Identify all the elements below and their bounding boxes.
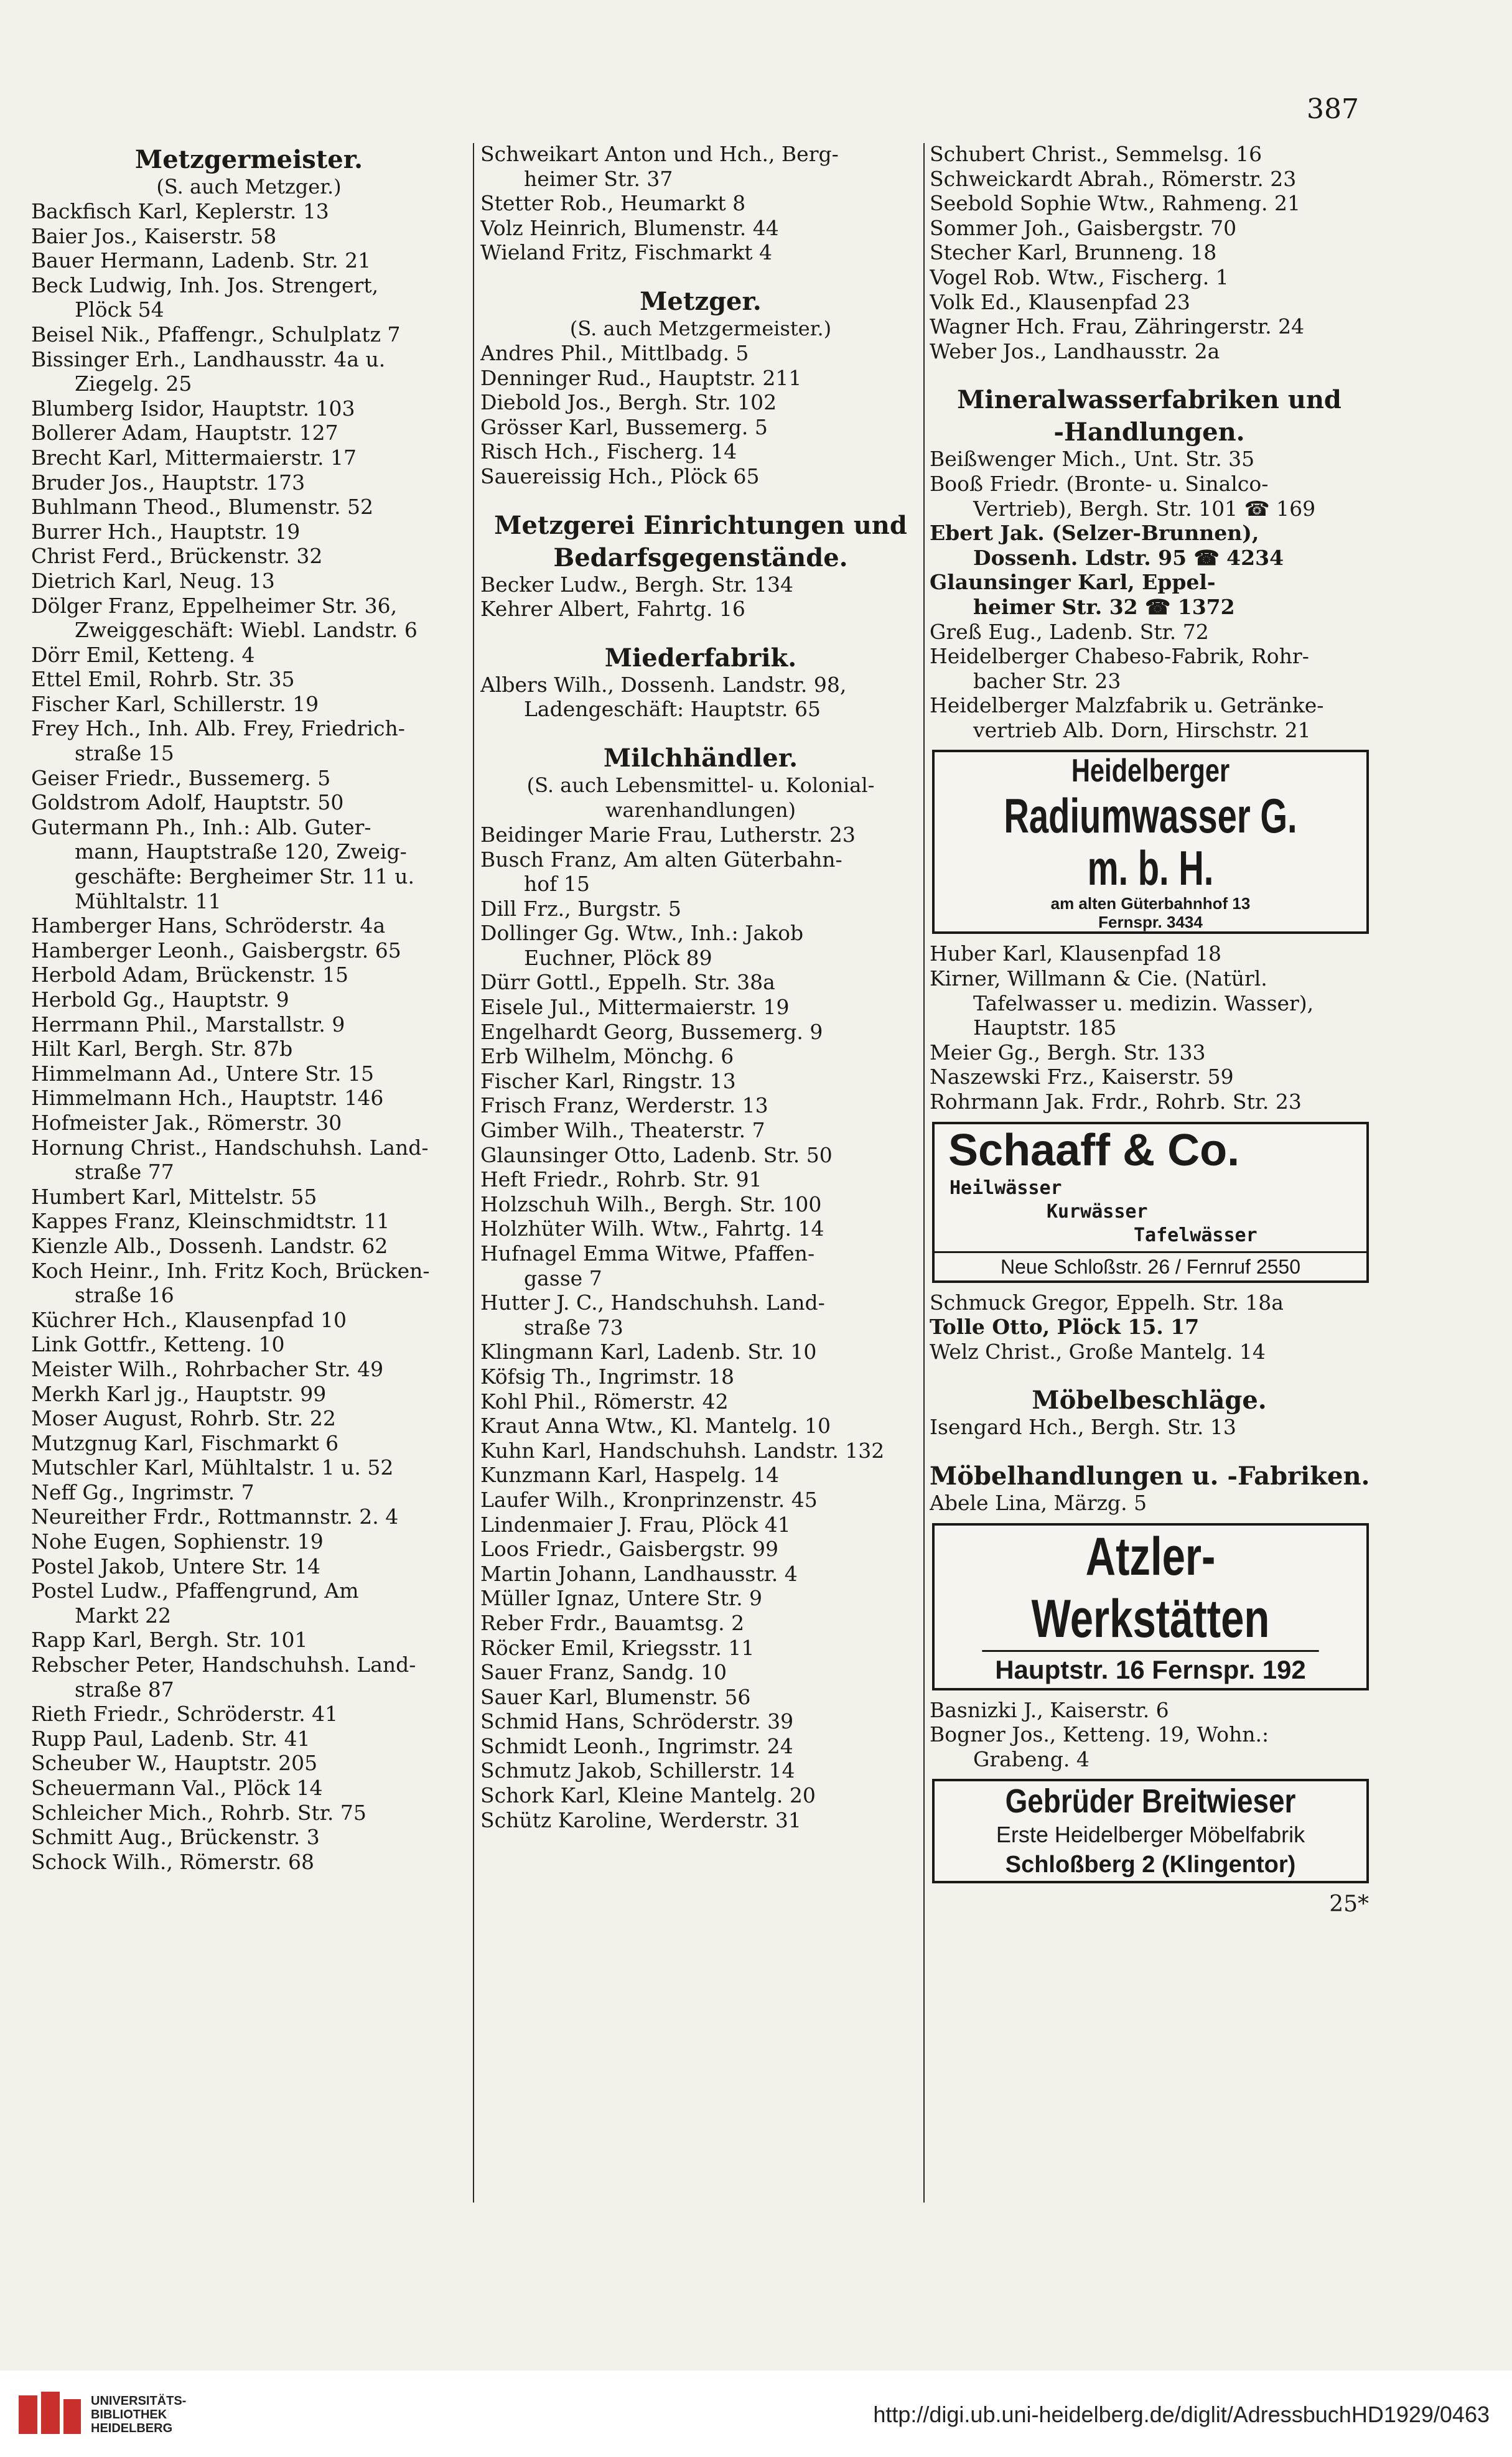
section-note: warenhandlungen) <box>605 798 796 822</box>
entry-continuation: Vertrieb), Bergh. Str. 101 ☎ 169 <box>973 496 1316 521</box>
directory-entry: Röcker Emil, Kriegsstr. 11 <box>480 1635 755 1660</box>
ad-line: Atzler-Werkstätten <box>982 1526 1318 1652</box>
section-heading: Metzgerei Einrichtungen und <box>494 510 907 540</box>
ad-line: Erste Heidelberger Möbelfabrik <box>996 1822 1305 1848</box>
directory-entry: Schmidt Leonh., Ingrimstr. 24 <box>480 1733 793 1758</box>
entry-continuation: vertrieb Alb. Dorn, Hirschstr. 21 <box>973 717 1311 742</box>
directory-entry: Geiser Friedr., Bussemerg. 5 <box>31 765 331 790</box>
directory-entry: Schütz Karoline, Werderstr. 31 <box>480 1807 801 1832</box>
directory-entry: Hufnagel Emma Witwe, Pfaffen- <box>480 1241 815 1266</box>
entry-continuation: heimer Str. 37 <box>524 166 673 191</box>
directory-entry: Grösser Karl, Bussemerg. 5 <box>480 414 768 439</box>
directory-entry: Loos Friedr., Gaisbergstr. 99 <box>480 1537 778 1562</box>
section-note: (S. auch Lebensmittel- u. Kolonial- <box>526 773 875 797</box>
directory-entry: Bogner Jos., Ketteng. 19, Wohn.: <box>930 1722 1269 1747</box>
entry-continuation: Ladengeschäft: Hauptstr. 65 <box>524 697 821 722</box>
directory-entry: Klingmann Karl, Ladenb. Str. 10 <box>480 1340 817 1364</box>
directory-entry: Köfsig Th., Ingrimstr. 18 <box>480 1364 735 1389</box>
library-logo-icon <box>17 2390 82 2439</box>
directory-entry: Albers Wilh., Dossenh. Landstr. 98, <box>480 672 847 697</box>
directory-entry: Schleicher Mich., Rohrb. Str. 75 <box>31 1800 366 1825</box>
directory-entry: Baier Jos., Kaiserstr. 58 <box>31 223 277 248</box>
directory-entry: Schubert Christ., Semmelsg. 16 <box>930 142 1262 166</box>
directory-entry: Huber Karl, Klausenpfad 18 <box>930 941 1222 966</box>
entry-continuation: straße 73 <box>524 1315 623 1340</box>
directory-entry: Müller Ignaz, Untere Str. 9 <box>480 1586 763 1611</box>
directory-entry: Beck Ludwig, Inh. Jos. Strengert, <box>31 273 379 297</box>
spacer <box>930 363 1369 382</box>
directory-entry: Rebscher Peter, Handschuhsh. Land- <box>31 1653 416 1677</box>
section-heading: Möbelhandlungen u. -Fabriken. <box>930 1462 1370 1491</box>
directory-entry: Stetter Rob., Heumarkt 8 <box>480 191 746 216</box>
directory-entry: Gutermann Ph., Inh.: Alb. Guter- <box>31 814 371 839</box>
directory-entry: Mutzgnug Karl, Fischmarkt 6 <box>31 1430 339 1455</box>
spacer <box>930 1364 1369 1382</box>
entry-continuation: bacher Str. 23 <box>973 668 1121 693</box>
directory-entry: Diebold Jos., Bergh. Str. 102 <box>480 390 777 415</box>
directory-entry: Herbold Gg., Hauptstr. 9 <box>31 987 289 1012</box>
ad-atzler <box>932 1523 1369 1690</box>
column-2 <box>480 142 921 1832</box>
directory-entry: Schmitt Aug., Brückenstr. 3 <box>31 1825 320 1850</box>
entry-continuation-bold: heimer Str. 32 ☎ 1372 <box>973 594 1235 619</box>
directory-entry: Heft Friedr., Rohrb. Str. 91 <box>480 1167 762 1192</box>
directory-entry: Rohrmann Jak. Frdr., Rohrb. Str. 23 <box>930 1089 1302 1114</box>
directory-entry: Postel Jakob, Untere Str. 14 <box>31 1554 321 1578</box>
directory-entry: Wieland Fritz, Fischmarkt 4 <box>480 240 772 265</box>
ad-line: Heilwässer <box>950 1177 1062 1199</box>
directory-entry: Hilt Karl, Bergh. Str. 87b <box>31 1037 293 1061</box>
footer <box>0 2371 1512 2457</box>
directory-entry: Moser August, Rohrb. Str. 22 <box>31 1406 336 1431</box>
ad-line: Heidelberger <box>1071 753 1230 790</box>
directory-entry: Bruder Jos., Hauptstr. 173 <box>31 470 306 495</box>
directory-entry: Christ Ferd., Brückenstr. 32 <box>31 544 323 569</box>
directory-entry: Brecht Karl, Mittermaierstr. 17 <box>31 445 357 470</box>
entry-continuation: Markt 22 <box>75 1603 171 1628</box>
directory-entry: Hornung Christ., Handschuhsh. Land- <box>31 1135 429 1160</box>
entry-continuation: Ziegelg. 25 <box>75 371 192 396</box>
entry-continuation: Hauptstr. 185 <box>973 1015 1117 1040</box>
section-heading: Milchhändler. <box>603 743 798 773</box>
entry-continuation: Tafelwasser u. medizin. Wasser), <box>973 991 1314 1015</box>
entry-continuation: straße 15 <box>75 741 174 766</box>
directory-entry: Reber Frdr., Bauamtsg. 2 <box>480 1610 745 1635</box>
section-heading: Metzgermeister. <box>134 145 363 174</box>
directory-entry: Dollinger Gg. Wtw., Inh.: Jakob <box>480 921 804 946</box>
signature-mark: 25* <box>1329 1891 1369 1918</box>
directory-entry: Bissinger Erh., Landhausstr. 4a u. <box>31 347 386 371</box>
directory-entry: Kirner, Willmann & Cie. (Natürl. <box>930 966 1267 991</box>
directory-entry-bold: Ebert Jak. (Selzer-Brunnen), <box>930 521 1259 546</box>
page-number: 387 <box>1307 93 1359 125</box>
directory-entry: Seebold Sophie Wtw., Rahmeng. 21 <box>930 191 1300 216</box>
directory-entry: Sauer Franz, Sandg. 10 <box>480 1660 727 1685</box>
directory-entry: Dill Frz., Burgstr. 5 <box>480 896 681 921</box>
directory-entry: Ettel Emil, Rohrb. Str. 35 <box>31 667 295 692</box>
ad-schaaff <box>932 1122 1369 1283</box>
library-name-line: UNIVERSITÄTS- <box>91 2394 187 2408</box>
entry-continuation: hof 15 <box>524 872 590 897</box>
directory-entry: Herrmann Phil., Marstallstr. 9 <box>31 1012 345 1037</box>
library-name-line: BIBLIOTHEK <box>91 2408 167 2422</box>
directory-entry: Martin Johann, Landhausstr. 4 <box>480 1561 798 1586</box>
directory-entry: Dörr Emil, Ketteng. 4 <box>31 642 255 667</box>
spacer <box>480 265 921 284</box>
ad-breitwieser <box>932 1779 1369 1883</box>
ad-line: Gebrüder Breitwieser <box>1005 1783 1296 1821</box>
directory-entry: Risch Hch., Fischerg. 14 <box>480 439 737 464</box>
directory-entry: Link Gottfr., Ketteng. 10 <box>31 1332 285 1357</box>
directory-entry: Postel Ludw., Pfaffengrund, Am <box>31 1578 359 1603</box>
entry-continuation: Plöck 54 <box>75 297 164 322</box>
directory-entry: Bauer Hermann, Ladenb. Str. 21 <box>31 248 371 273</box>
directory-entry: Schmid Hans, Schröderstr. 39 <box>480 1709 794 1734</box>
entry-continuation: mann, Hauptstraße 120, Zweig- <box>75 839 407 864</box>
directory-entry-bold: Glaunsinger Karl, Eppel- <box>930 570 1216 595</box>
library-name-line: HEIDELBERG <box>91 2422 173 2435</box>
directory-entry: Frisch Franz, Werderstr. 13 <box>480 1093 768 1118</box>
entry-continuation: gasse 7 <box>524 1266 602 1290</box>
directory-entry: Goldstrom Adolf, Hauptstr. 50 <box>31 790 344 815</box>
directory-entry: Koch Heinr., Inh. Fritz Koch, Brücken- <box>31 1258 430 1283</box>
directory-entry: Volk Ed., Klausenpfad 23 <box>930 289 1190 314</box>
ad-line: Tafelwässer <box>1134 1224 1258 1246</box>
directory-entry: Hamberger Leonh., Gaisbergstr. 65 <box>31 938 401 963</box>
directory-entry: Busch Franz, Am alten Güterbahn- <box>480 847 842 872</box>
directory-entry: Holzhüter Wilh. Wtw., Fahrtg. 14 <box>480 1216 824 1241</box>
entry-continuation: Mühltalstr. 11 <box>75 888 222 913</box>
directory-entry: Lindenmaier J. Frau, Plöck 41 <box>480 1512 791 1537</box>
directory-entry: Kienzle Alb., Dossenh. Landstr. 62 <box>31 1233 388 1258</box>
directory-entry: Humbert Karl, Mittelstr. 55 <box>31 1184 317 1209</box>
directory-entry: Rapp Karl, Bergh. Str. 101 <box>31 1628 308 1653</box>
directory-entry: Meister Wilh., Rohrbacher Str. 49 <box>31 1356 384 1381</box>
ad-line: Radiumwasser G. m. b. H. <box>1004 788 1297 896</box>
ad-line: Schloßberg 2 (Klingentor) <box>1005 1852 1296 1878</box>
directory-entry: Scheuermann Val., Plöck 14 <box>31 1776 323 1800</box>
directory-entry: Dietrich Karl, Neug. 13 <box>31 568 275 593</box>
section-heading: Metzger. <box>640 286 762 316</box>
directory-entry: Schmutz Jakob, Schillerstr. 14 <box>480 1758 795 1783</box>
directory-entry: Neureither Frdr., Rottmannstr. 2. 4 <box>31 1504 399 1529</box>
directory-entry: Buhlmann Theod., Blumenstr. 52 <box>31 495 373 520</box>
directory-entry: Abele Lina, Märzg. 5 <box>930 1491 1147 1515</box>
directory-entry: Backfisch Karl, Keplerstr. 13 <box>31 199 329 223</box>
directory-entry: Weber Jos., Landhausstr. 2a <box>930 338 1220 363</box>
directory-entry: Himmelmann Ad., Untere Str. 15 <box>31 1061 375 1086</box>
directory-entry: Kunzmann Karl, Haspelg. 14 <box>480 1463 780 1488</box>
directory-entry: Merkh Karl jg., Hauptstr. 99 <box>31 1381 327 1406</box>
spacer <box>480 489 921 508</box>
directory-entry: Volz Heinrich, Blumenstr. 44 <box>480 215 779 240</box>
directory-entry: Wagner Hch. Frau, Zähringerstr. 24 <box>930 314 1305 339</box>
directory-entry: Scheuber W., Hauptstr. 205 <box>31 1751 318 1776</box>
directory-entry: Frey Hch., Inh. Alb. Frey, Friedrich- <box>31 716 405 741</box>
directory-entry: Mutschler Karl, Mühltalstr. 1 u. 52 <box>31 1455 394 1480</box>
column-divider <box>473 143 474 2203</box>
directory-entry: Hamberger Hans, Schröderstr. 4a <box>31 913 386 938</box>
directory-entry: Hofmeister Jak., Römerstr. 30 <box>31 1110 342 1135</box>
directory-entry: Beißwenger Mich., Unt. Str. 35 <box>930 447 1255 472</box>
spacer <box>930 1440 1369 1458</box>
directory-entry: Rupp Paul, Ladenb. Str. 41 <box>31 1726 310 1751</box>
library-name <box>91 2394 186 2435</box>
directory-entry: Isengard Hch., Bergh. Str. 13 <box>930 1415 1236 1440</box>
section-note: (S. auch Metzgermeister.) <box>569 316 832 340</box>
directory-entry: Vogel Rob. Wtw., Fischerg. 1 <box>930 264 1229 289</box>
ad-line: Fernspr. 3434 <box>1098 913 1203 932</box>
directory-entry: Meier Gg., Bergh. Str. 133 <box>930 1040 1206 1065</box>
directory-entry: Engelhardt Georg, Bussemerg. 9 <box>480 1019 823 1044</box>
section-note: (S. auch Metzger.) <box>156 175 342 198</box>
directory-entry: Basnizki J., Kaiserstr. 6 <box>930 1697 1169 1722</box>
ad-line: Neue Schloßstr. 26 / Fernruf 2550 <box>935 1251 1366 1280</box>
source-url[interactable]: http://digi.ub.uni-heidelberg.de/diglit/AdressbuchHD1929/0463 <box>873 2402 1490 2427</box>
entry-continuation: Euchner, Plöck 89 <box>524 945 712 970</box>
entry-continuation: geschäfte: Bergheimer Str. 11 u. <box>75 864 414 889</box>
entry-continuation: straße 77 <box>75 1160 174 1185</box>
directory-entry: Naszewski Frz., Kaiserstr. 59 <box>930 1065 1234 1089</box>
section-heading: Möbelbeschläge. <box>1032 1386 1267 1415</box>
directory-entry: Blumberg Isidor, Hauptstr. 103 <box>31 396 355 421</box>
directory-entry: Himmelmann Hch., Hauptstr. 146 <box>31 1086 384 1111</box>
directory-entry: Beidinger Marie Frau, Lutherstr. 23 <box>480 822 856 847</box>
directory-entry: Welz Christ., Große Mantelg. 14 <box>930 1339 1266 1364</box>
directory-entry: Dölger Franz, Eppelheimer Str. 36, <box>31 593 398 618</box>
column-divider <box>923 143 925 2203</box>
directory-entry: Herbold Adam, Brückenstr. 15 <box>31 963 349 987</box>
entry-continuation: straße 87 <box>75 1677 174 1702</box>
directory-entry: Eisele Jul., Mittermaierstr. 19 <box>480 995 790 1020</box>
directory-entry: Dürr Gottl., Eppelh. Str. 38a <box>480 970 775 995</box>
directory-entry: Becker Ludw., Bergh. Str. 134 <box>480 572 794 597</box>
directory-entry: Schweickardt Abrah., Römerstr. 23 <box>930 166 1297 191</box>
directory-entry: Bollerer Adam, Hauptstr. 127 <box>31 421 338 445</box>
directory-entry: Hutter J. C., Handschuhsh. Land- <box>480 1290 825 1315</box>
directory-entry: Heidelberger Malzfabrik u. Getränke- <box>930 693 1324 718</box>
column-3 <box>930 142 1369 1918</box>
directory-entry: Booß Friedr. (Bronte- u. Sinalco- <box>930 471 1269 496</box>
entry-continuation: straße 16 <box>75 1283 174 1308</box>
directory-entry: Kuhn Karl, Handschuhsh. Landstr. 132 <box>480 1438 885 1463</box>
directory-entry: Burrer Hch., Hauptstr. 19 <box>31 519 301 544</box>
directory-entry: Sauer Karl, Blumenstr. 56 <box>480 1684 751 1709</box>
directory-entry: Glaunsinger Otto, Ladenb. Str. 50 <box>480 1142 833 1167</box>
directory-entry: Kehrer Albert, Fahrtg. 16 <box>480 597 745 622</box>
directory-entry: Kraut Anna Wtw., Kl. Mantelg. 10 <box>480 1414 831 1438</box>
directory-entry: Schmuck Gregor, Eppelh. Str. 18a <box>930 1290 1284 1315</box>
directory-entry: Holzschuh Wilh., Bergh. Str. 100 <box>480 1191 822 1216</box>
section-heading: -Handlungen. <box>1053 417 1245 447</box>
directory-entry: Erb Wilhelm, Mönchg. 6 <box>480 1044 734 1069</box>
ad-line: am alten Güterbahnhof 13 <box>1050 894 1251 913</box>
directory-entry: Nohe Eugen, Sophienstr. 19 <box>31 1529 324 1554</box>
directory-entry: Stecher Karl, Brunneng. 18 <box>930 240 1217 265</box>
spacer <box>480 722 921 740</box>
directory-entry: Gimber Wilh., Theaterstr. 7 <box>480 1118 765 1143</box>
directory-entry: Neff Gg., Ingrimstr. 7 <box>31 1480 254 1504</box>
ad-radiumwasser <box>932 750 1369 934</box>
spacer <box>480 622 921 640</box>
column-1 <box>31 142 467 1874</box>
directory-entry-bold: Tolle Otto, Plöck 15. 17 <box>930 1315 1200 1340</box>
directory-entry: Laufer Wilh., Kronprinzenstr. 45 <box>480 1487 818 1512</box>
directory-entry: Sauereissig Hch., Plöck 65 <box>480 464 760 488</box>
entry-continuation: Grabeng. 4 <box>973 1746 1090 1771</box>
directory-entry: Küchrer Hch., Klausenpfad 10 <box>31 1307 347 1332</box>
directory-entry: Rieth Friedr., Schröderstr. 41 <box>31 1702 338 1727</box>
entry-continuation: Zweiggeschäft: Wiebl. Landstr. 6 <box>75 618 418 643</box>
directory-entry: Schock Wilh., Römerstr. 68 <box>31 1849 314 1874</box>
directory-entry: Heidelberger Chabeso-Fabrik, Rohr- <box>930 644 1309 669</box>
directory-entry: Sommer Joh., Gaisbergstr. 70 <box>930 215 1237 240</box>
directory-entry: Kappes Franz, Kleinschmidtstr. 11 <box>31 1209 390 1234</box>
directory-entry: Kohl Phil., Römerstr. 42 <box>480 1389 729 1414</box>
directory-entry: Greß Eug., Ladenb. Str. 72 <box>930 619 1209 644</box>
directory-entry: Denninger Rud., Hauptstr. 211 <box>480 365 802 390</box>
directory-entry: Andres Phil., Mittlbadg. 5 <box>480 340 749 365</box>
entry-continuation-bold: Dossenh. Ldstr. 95 ☎ 4234 <box>973 545 1284 570</box>
directory-entry: Beisel Nik., Pfaffengr., Schulplatz 7 <box>31 322 401 347</box>
directory-entry: Schork Karl, Kleine Mantelg. 20 <box>480 1783 816 1808</box>
directory-entry: Fischer Karl, Schillerstr. 19 <box>31 691 319 716</box>
section-heading: Miederfabrik. <box>604 643 797 673</box>
ad-line: Schaaff & Co. <box>948 1125 1240 1175</box>
section-heading: Bedarfsgegenstände. <box>553 543 848 572</box>
ad-line: Kurwässer <box>1047 1200 1148 1223</box>
directory-entry: Fischer Karl, Ringstr. 13 <box>480 1068 736 1093</box>
ad-line: Hauptstr. 16 Fernspr. 192 <box>995 1654 1306 1684</box>
directory-entry: Schweikart Anton und Hch., Berg- <box>480 142 839 166</box>
section-heading: Mineralwasserfabriken und <box>957 385 1342 415</box>
